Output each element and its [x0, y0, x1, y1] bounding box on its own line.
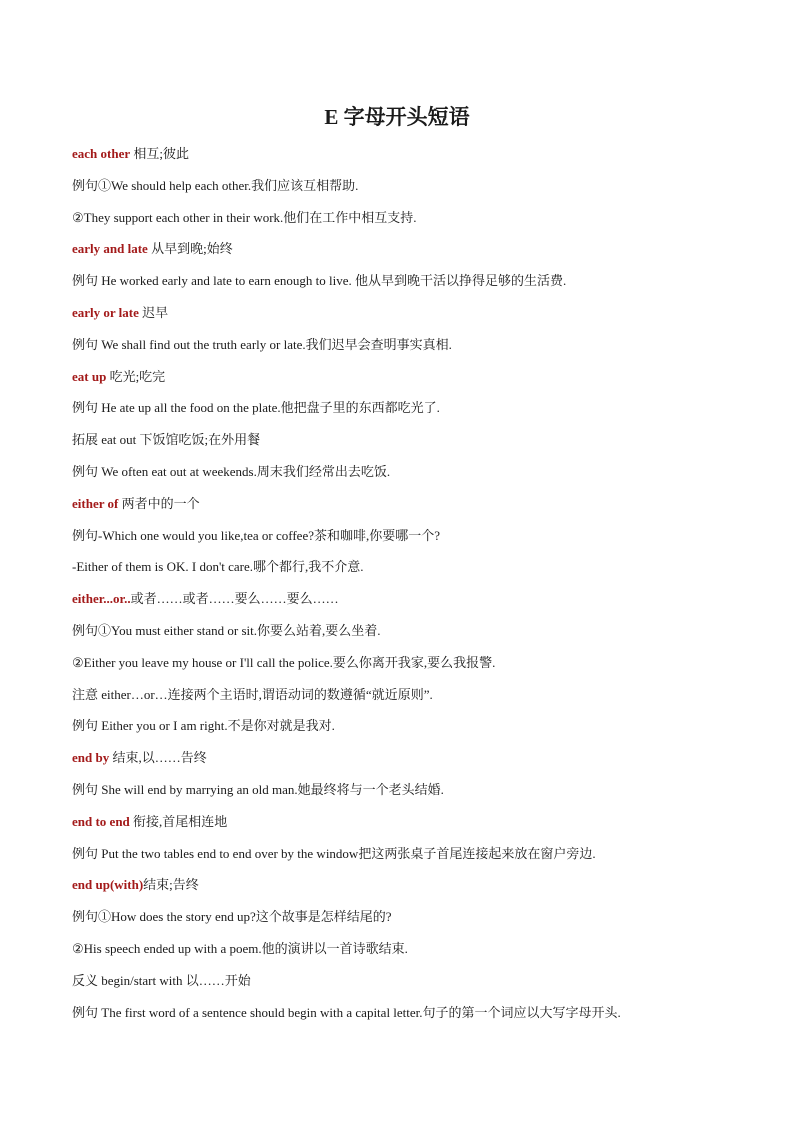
phrase-term: either...or.. — [72, 591, 131, 607]
phrase-entry — [72, 749, 207, 767]
example-line: ②They support each other in their work.他们在工作中相互支持. — [72, 209, 417, 225]
phrase-meaning: 迟早 — [138, 305, 169, 320]
phrase-meaning: 两者中的一个 — [118, 495, 200, 511]
phrase-entry — [72, 590, 339, 608]
example-line: 例句 The first word of a sentence should begin with a capital letter.句子的第一个词应以大写字母开头. — [72, 1004, 621, 1020]
phrase-meaning: 结束,以……告终 — [109, 750, 207, 766]
page-title: E 字母开头短语 — [324, 105, 470, 129]
example-line: 例句 We shall find out the truth early or late.我们迟早会查明事实真相. — [72, 336, 452, 352]
phrase-meaning: 相互;彼此 — [130, 146, 189, 161]
phrase-entry — [72, 145, 189, 163]
phrase-entry — [72, 495, 200, 513]
phrase-term: end to end — [72, 813, 130, 829]
example-line: 例句 Either you or I am right.不是你对就是我对. — [72, 718, 335, 734]
example-line: 例句 He worked early and late to earn enough to live. 他从早到晚干活以挣得足够的生活费. — [72, 273, 567, 289]
phrase-term: each other — [72, 146, 131, 161]
phrase-term: end by — [72, 750, 110, 766]
example-line: 例句 Put the two tables end to end over by the window把这两张桌子首尾连接起来放在窗户旁边. — [72, 845, 596, 861]
phrase-term: end up(with) — [72, 877, 144, 893]
example-line: 例句 She will end by marrying an old man.她最终将与一个老头结婚. — [72, 782, 444, 797]
phrase-entry — [72, 876, 199, 894]
example-line: -Either of them is OK. I don't care.哪个都行,我不介意. — [72, 559, 364, 575]
phrase-meaning: 吃光;吃完 — [106, 368, 166, 384]
example-line: 拓展 eat out 下饭馆吃饭;在外用餐 — [72, 432, 261, 448]
phrase-term: eat up — [72, 368, 107, 384]
phrase-entry — [72, 813, 227, 831]
phrase-meaning: 从早到晚;始终 — [147, 241, 233, 257]
example-line: 反义 begin/start with 以……开始 — [72, 972, 251, 988]
phrase-entry — [72, 368, 165, 386]
phrase-meaning: 结束;告终 — [143, 877, 199, 893]
example-line: 例句 He ate up all the food on the plate.他把盘子里的东西都吃光了. — [72, 400, 440, 416]
phrase-meaning: 或者……或者……要么……要么…… — [130, 591, 339, 607]
phrase-entry — [72, 240, 233, 258]
example-line: 例句 We often eat out at weekends.周末我们经常出去吃饭. — [72, 464, 391, 479]
phrase-meaning: 衔接,首尾相连地 — [129, 813, 228, 829]
example-line: 例句①You must either stand or sit.你要么站着,要么坐着. — [72, 623, 381, 638]
phrase-term: either of — [72, 495, 119, 511]
example-line: 例句①We should help each other.我们应该互相帮助. — [72, 177, 359, 193]
example-line: ②Either you leave my house or I'll call the police.要么你离开我家,要么我报警. — [72, 654, 496, 670]
phrase-entry — [72, 304, 168, 322]
example-line: 注意 either…or…连接两个主语时,谓语动词的数遵循“就近原则”. — [72, 686, 433, 702]
phrase-term: early or late — [72, 305, 139, 320]
example-line: 例句①How does the story end up?这个故事是怎样结尾的? — [72, 909, 392, 925]
example-line: ②His speech ended up with a poem.他的演讲以一首诗歌结束. — [72, 941, 408, 956]
example-line: 例句-Which one would you like,tea or coffee?茶和咖啡,你要哪一个? — [72, 527, 440, 543]
phrase-term: early and late — [72, 241, 148, 257]
